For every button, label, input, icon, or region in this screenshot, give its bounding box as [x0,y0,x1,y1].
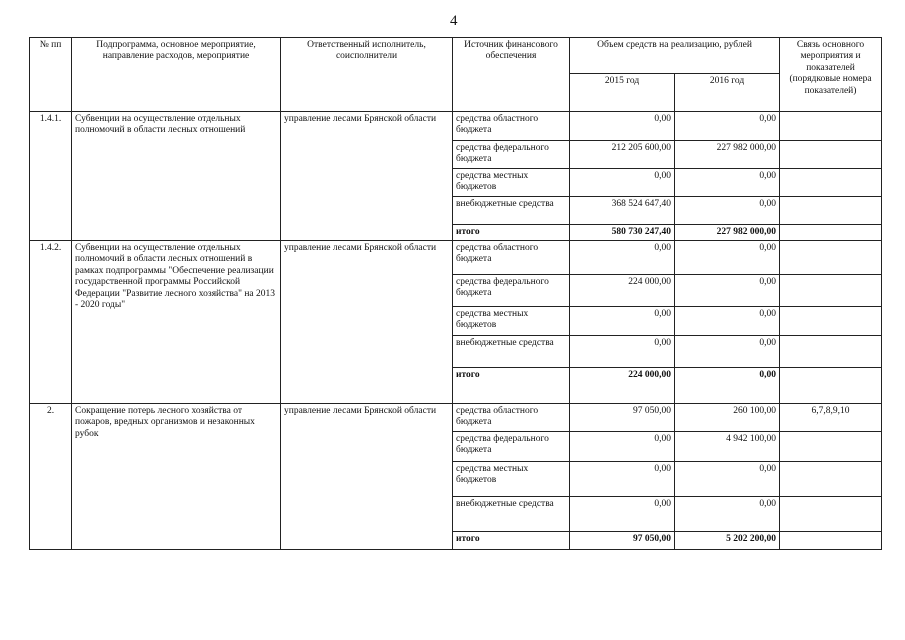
funding-source: средства местных бюджетов [453,168,570,196]
indicator-link [780,335,882,367]
header-link: Связь основного мероприятия и показателей (порядковые номера показателей) [780,38,882,112]
program-name: Сокращение потерь лесного хозяйства от пожаров, вредных организмов и незаконных рубок [72,403,281,549]
amount-2015: 0,00 [570,240,675,274]
indicator-link: 6,7,8,9,10 [780,403,882,431]
funding-source: итого [453,224,570,240]
header-program: Подпрограмма, основное мероприятие, направление расходов, мероприятие [72,38,281,112]
funding-source: средства местных бюджетов [453,461,570,496]
table-body [30,112,882,550]
amount-2016: 0,00 [675,496,780,531]
header-volume: Объем средств на реализацию, рублей [570,38,780,74]
amount-2015: 0,00 [570,168,675,196]
amount-2016: 260 100,00 [675,403,780,431]
indicator-link [780,367,882,403]
funding-source: средства областного бюджета [453,112,570,141]
amount-2016: 0,00 [675,461,780,496]
amount-2015: 0,00 [570,112,675,141]
indicator-link [780,196,882,224]
indicator-link [780,274,882,306]
amount-2015: 97 050,00 [570,531,675,549]
amount-2016: 0,00 [675,306,780,335]
table-row [30,112,882,141]
amount-2015: 0,00 [570,335,675,367]
amount-2015: 0,00 [570,461,675,496]
amount-2015: 97 050,00 [570,403,675,431]
funding-source: средства федерального бюджета [453,431,570,461]
page-number: 4 [450,13,458,29]
header-source: Источник финансового обеспечения [453,38,570,112]
amount-2015: 224 000,00 [570,274,675,306]
program-name: Субвенции на осуществление отдельных полномочий в области лесных отношений [72,112,281,241]
amount-2015: 212 205 600,00 [570,141,675,169]
executor-name: управление лесами Брянской области [281,112,453,241]
amount-2015: 0,00 [570,496,675,531]
amount-2015: 224 000,00 [570,367,675,403]
executor-name: управление лесами Брянской области [281,240,453,403]
row-number: 1.4.2. [30,240,72,403]
amount-2016: 0,00 [675,240,780,274]
amount-2015: 0,00 [570,306,675,335]
amount-2016: 227 982 000,00 [675,141,780,169]
funding-source: внебюджетные средства [453,335,570,367]
amount-2016: 5 202 200,00 [675,531,780,549]
funding-source: средства федерального бюджета [453,274,570,306]
funding-source: внебюджетные средства [453,496,570,531]
funding-source: средства областного бюджета [453,403,570,431]
amount-2016: 0,00 [675,196,780,224]
funding-source: внебюджетные средства [453,196,570,224]
funding-table [29,37,882,550]
header-num: № пп [30,38,72,112]
amount-2016: 0,00 [675,367,780,403]
amount-2016: 0,00 [675,335,780,367]
header-year-2016: 2016 год [675,74,780,112]
header-executor: Ответственный исполнитель, соисполнители [281,38,453,112]
executor-name: управление лесами Брянской области [281,403,453,549]
indicator-link [780,224,882,240]
indicator-link [780,496,882,531]
indicator-link [780,240,882,274]
table-row [30,240,882,274]
amount-2016: 4 942 100,00 [675,431,780,461]
funding-source: средства местных бюджетов [453,306,570,335]
indicator-link [780,431,882,461]
amount-2015: 580 730 247,40 [570,224,675,240]
indicator-link [780,112,882,141]
row-number: 2. [30,403,72,549]
row-number: 1.4.1. [30,112,72,241]
indicator-link [780,461,882,496]
table-row [30,403,882,431]
funding-source: средства федерального бюджета [453,141,570,169]
indicator-link [780,168,882,196]
amount-2015: 0,00 [570,431,675,461]
indicator-link [780,306,882,335]
amount-2016: 227 982 000,00 [675,224,780,240]
program-name: Субвенции на осуществление отдельных полномочий в области лесных отношений в рамках подпрограммы "Обеспечение реализации государственной программы Российской Федерации "Развитие лесного хозяйства" на 2013 - 2020 годы" [72,240,281,403]
indicator-link [780,141,882,169]
amount-2016: 0,00 [675,168,780,196]
funding-source: средства областного бюджета [453,240,570,274]
indicator-link [780,531,882,549]
header-year-2015: 2015 год [570,74,675,112]
amount-2016: 0,00 [675,112,780,141]
amount-2016: 0,00 [675,274,780,306]
amount-2015: 368 524 647,40 [570,196,675,224]
funding-source: итого [453,531,570,549]
funding-source: итого [453,367,570,403]
